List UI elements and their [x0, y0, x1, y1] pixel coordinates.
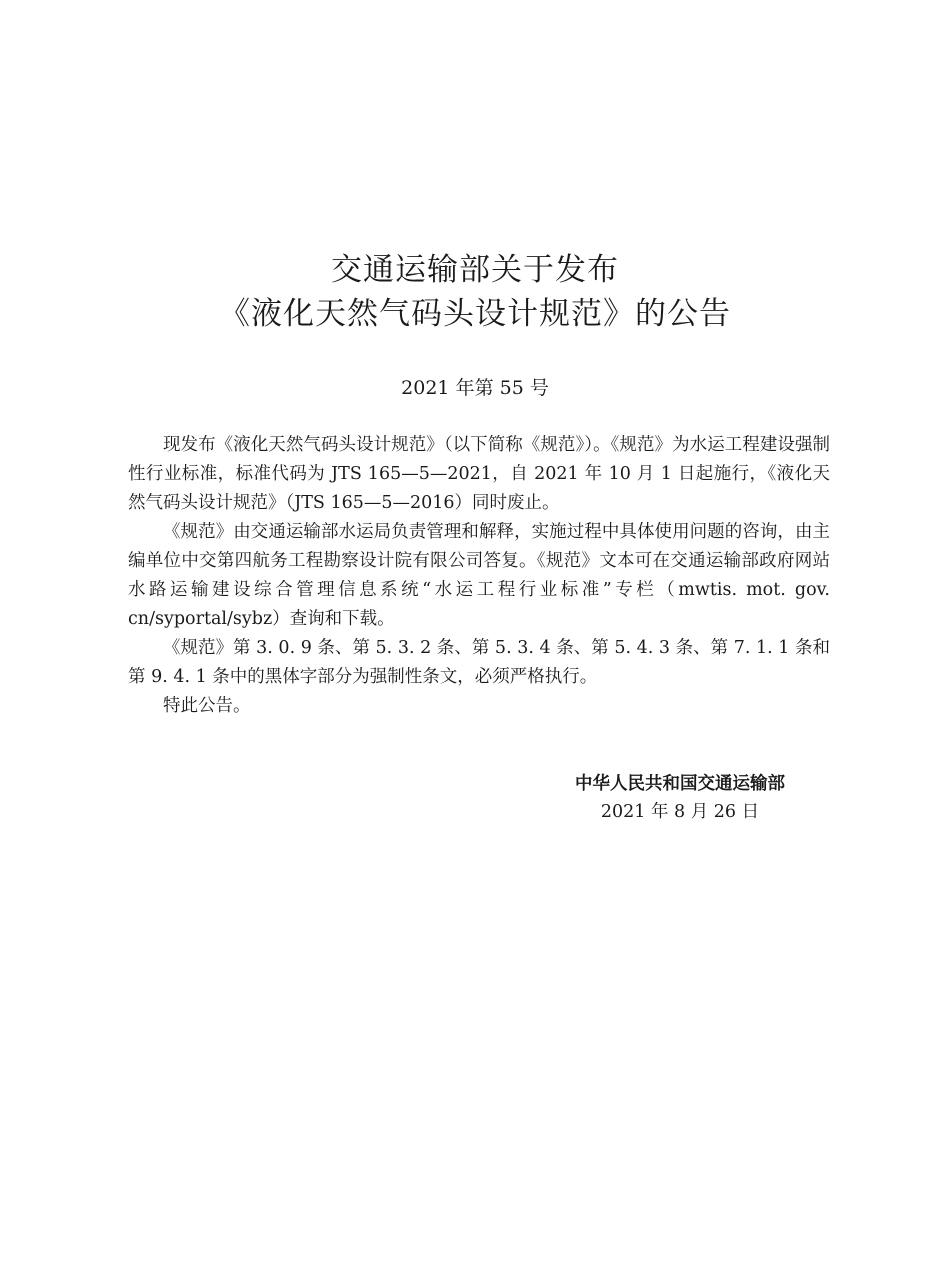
- document-number: 2021 年第 55 号: [401, 377, 549, 399]
- paragraph-3: 《规范》第 3. 0. 9 条、第 5. 3. 2 条、第 5. 3. 4 条、第 5. 4. 3 条、第 7. 1. 1 条和第 9. 4. 1 条中的黑体字部分为强制性条文，必须严格执行。: [128, 638, 830, 687]
- notice-body: [128, 431, 830, 721]
- issuing-organization: 中华人民共和国交通运输部: [575, 774, 785, 794]
- notice-title-line1: 交通运输部关于发布: [331, 252, 619, 288]
- paragraph-1: 现发布《液化天然气码头设计规范》（以下简称《规范》）。《规范》为水运工程建设强制性行业标准，标准代码为 JTS 165—5—2021，自 2021 年 10 月 1 日起施行，《液化天然气码头设计规范》（JTS 165—5—2016）同时废止。: [128, 435, 830, 513]
- notice-title-line2: 《液化天然气码头设计规范》的公告: [219, 296, 731, 332]
- issue-date: 2021 年 8 月 26 日: [600, 802, 760, 822]
- paragraph-4: 特此公告。: [163, 696, 251, 716]
- paragraph-2: 《规范》由交通运输部水运局负责管理和解释，实施过程中具体使用问题的咨询，由主编单位中交第四航务工程勘察设计院有限公司答复。《规范》文本可在交通运输部政府网站水路运输建设综合管理信息系统“水运工程行业标准”专栏（mwtis. mot. gov. cn/syportal/sybz）查询和下载。: [128, 522, 830, 629]
- signature-block: [540, 770, 820, 826]
